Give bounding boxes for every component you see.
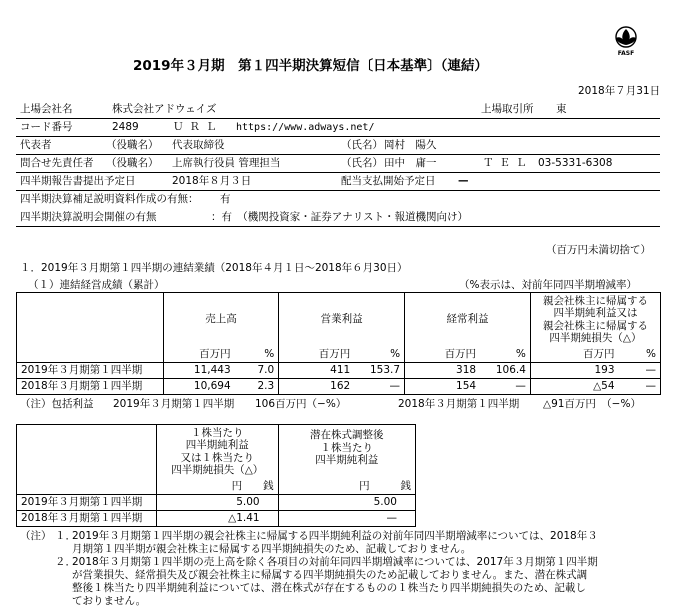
underline [16, 172, 660, 173]
table-cell: 5.00 [156, 494, 278, 510]
contact-name-label: （氏名） [341, 157, 383, 169]
underline [16, 190, 660, 191]
row-label: 2019年３月期第１四半期 [17, 362, 164, 378]
fasf-logo [611, 26, 641, 57]
table-cell: — [480, 378, 530, 394]
unit-label: 円 [156, 479, 246, 495]
table-cell: 154 [405, 378, 481, 394]
table-cell: — [619, 362, 661, 378]
underline [16, 154, 660, 155]
rep-name-label: （氏名） [341, 139, 383, 151]
table-cell: △54 [530, 378, 618, 394]
code-label: コード番号 [20, 121, 73, 133]
col-header: 売上高 [163, 293, 278, 347]
unit-label: 円 [278, 479, 374, 495]
briefing-value: ：有 （機関投資家・証券アナリスト・報道機関向け） [211, 211, 469, 223]
unit-label: % [354, 347, 404, 363]
table-cell: 153.7 [354, 362, 404, 378]
url-label: ＵＲＬ [173, 121, 223, 133]
footnote-num: ２． [55, 556, 76, 568]
table-row [17, 494, 416, 510]
supplement-value: 有 [220, 193, 231, 205]
footnote-line: が営業損失、経常損失及び親会社株主に帰属する四半期純損失のため記載しておりません。また、潜在株式調 [72, 569, 588, 581]
comprehensive-note-prefix: （注）包括利益 [20, 398, 94, 410]
col-header-line: 四半期純利益 [185, 439, 249, 452]
dividend-label: 配当支払開始予定日 [341, 175, 436, 187]
col-header: 経常利益 [405, 293, 531, 347]
table-cell: 5.00 [278, 494, 415, 510]
report-date-value: 2018年８月３日 [172, 175, 252, 187]
row-label: 2018年３月期第１四半期 [17, 510, 157, 526]
tel-label: ＴＥＬ [483, 157, 533, 169]
dividend-value: — [458, 175, 469, 187]
unit-note: （百万円未満切捨て） [546, 244, 651, 256]
table-cell: △1.41 [156, 510, 278, 526]
company-name: 株式会社アドウェイズ [112, 103, 217, 115]
col-header-line: 四半期純利益 [315, 454, 379, 466]
footnote-line: 2018年３月期第１四半期の売上高を除く各項目の対前年同四半期増減率については、2017年３月期第１四半期 [72, 556, 598, 568]
col-header-line: 又は１株当たり [180, 451, 254, 464]
unit-label: 百万円 [530, 347, 618, 363]
col-header-line: 四半期純利益又は [553, 307, 638, 320]
subsection-note: （%表示は、対前年同四半期増減率） [459, 279, 637, 291]
section-title: １．2019年３月期第１四半期の連結業績（2018年４月１日〜2018年６月30日） [20, 262, 408, 274]
per-share-table [16, 424, 416, 527]
table-cell: — [278, 510, 415, 526]
unit-label: 百万円 [163, 347, 234, 363]
contact-name: 田中 庸一 [384, 157, 437, 169]
comprehensive-prev-label: 2018年３月期第１四半期 [398, 398, 520, 410]
url-link[interactable]: https://www.adways.net/ [236, 122, 375, 133]
row-label: 2018年３月期第１四半期 [17, 378, 164, 394]
table-corner [17, 479, 157, 495]
contact-label: 問合せ先責任者 [20, 157, 94, 169]
footnote-line: 整後１株当たり四半期純利益については、潜在株式が存在するものの１株当たり四半期純損失のため、記載し [72, 582, 586, 594]
unit-label: 銭 [374, 479, 416, 495]
table-cell: 106.4 [480, 362, 530, 378]
table-row [17, 510, 416, 526]
contact-role-label: （役職名） [106, 157, 159, 169]
rep-role-label: （役職名） [106, 139, 159, 151]
comprehensive-cur-value: 106百万円（−%） [255, 398, 347, 410]
table-cell: 318 [405, 362, 481, 378]
table-cell: — [619, 378, 661, 394]
exchange-value: 東 [556, 103, 567, 115]
unit-label: 銭 [246, 479, 278, 495]
table-row [17, 378, 661, 394]
underline [16, 226, 660, 227]
row-label: 2019年３月期第１四半期 [17, 494, 157, 510]
col-header [278, 425, 415, 479]
table-cell: 193 [530, 362, 618, 378]
contact-role: 上席執行役員 管理担当 [172, 157, 281, 169]
rep-label: 代表者 [20, 139, 52, 151]
footnote-line: 月期第１四半期が親会社株主に帰属する四半期純損失のため、記載しておりません。 [72, 543, 472, 555]
leaf-icon [611, 26, 641, 48]
table-cell: 2.3 [235, 378, 279, 394]
col-header-line: １株当たり [320, 441, 374, 454]
page-title: 2019年３月期 第１四半期決算短信〔日本基準〕（連結） [133, 58, 488, 74]
table-corner [17, 347, 164, 363]
footnote-num: １． [55, 530, 76, 542]
col-header-line: １株当たり [190, 426, 244, 439]
footnote-line: ておりません。 [72, 595, 147, 607]
footnote-prefix: （注） [20, 530, 52, 542]
tel-value: 03-5331-6308 [538, 157, 613, 169]
unit-label: 百万円 [405, 347, 481, 363]
comprehensive-prev-value: △91百万円 （−%） [543, 398, 641, 410]
operating-results-table [16, 292, 661, 395]
unit-label: % [480, 347, 530, 363]
logo-label: FASF [617, 50, 635, 57]
col-header-line: 潜在株式調整後 [310, 429, 384, 441]
rep-name: 岡村 陽久 [384, 139, 437, 151]
underline [16, 118, 660, 119]
supplement-label: 四半期決算補足説明資料作成の有無： [20, 193, 199, 205]
col-header [530, 293, 660, 347]
col-header: 営業利益 [279, 293, 405, 347]
report-date: 2018年７月31日 [578, 85, 661, 97]
subsection-title: （１）連結経営成績（累計） [28, 279, 165, 291]
table-cell: 162 [279, 378, 355, 394]
col-header [156, 425, 278, 479]
col-header-line: 親会社株主に帰属する [542, 319, 648, 332]
col-header-line: 親会社株主に帰属する [542, 294, 648, 307]
table-cell: 11,443 [163, 362, 234, 378]
unit-label: % [619, 347, 661, 363]
briefing-label: 四半期決算説明会開催の有無 [20, 211, 157, 223]
table-cell: 411 [279, 362, 355, 378]
report-date-label: 四半期報告書提出予定日 [20, 175, 136, 187]
exchange-label: 上場取引所 [481, 103, 534, 115]
col-header-line: 四半期純損失（△） [171, 464, 264, 477]
underline [16, 136, 660, 137]
unit-label: 百万円 [279, 347, 355, 363]
company-name-label: 上場会社名 [20, 103, 73, 115]
table-cell: — [354, 378, 404, 394]
unit-label: % [235, 347, 279, 363]
comprehensive-cur-label: 2019年３月期第１四半期 [113, 398, 235, 410]
table-corner [17, 293, 164, 347]
rep-role: 代表取締役 [172, 139, 225, 151]
table-cell: 7.0 [235, 362, 279, 378]
table-cell: 10,694 [163, 378, 234, 394]
code-value: 2489 [112, 121, 139, 133]
footnote-line: 2019年３月期第１四半期の親会社株主に帰属する四半期純利益の対前年同四半期増減率については、2018年３ [72, 530, 598, 542]
table-corner [17, 425, 157, 479]
table-row [17, 362, 661, 378]
col-header-line: 四半期純損失（△） [549, 332, 642, 345]
